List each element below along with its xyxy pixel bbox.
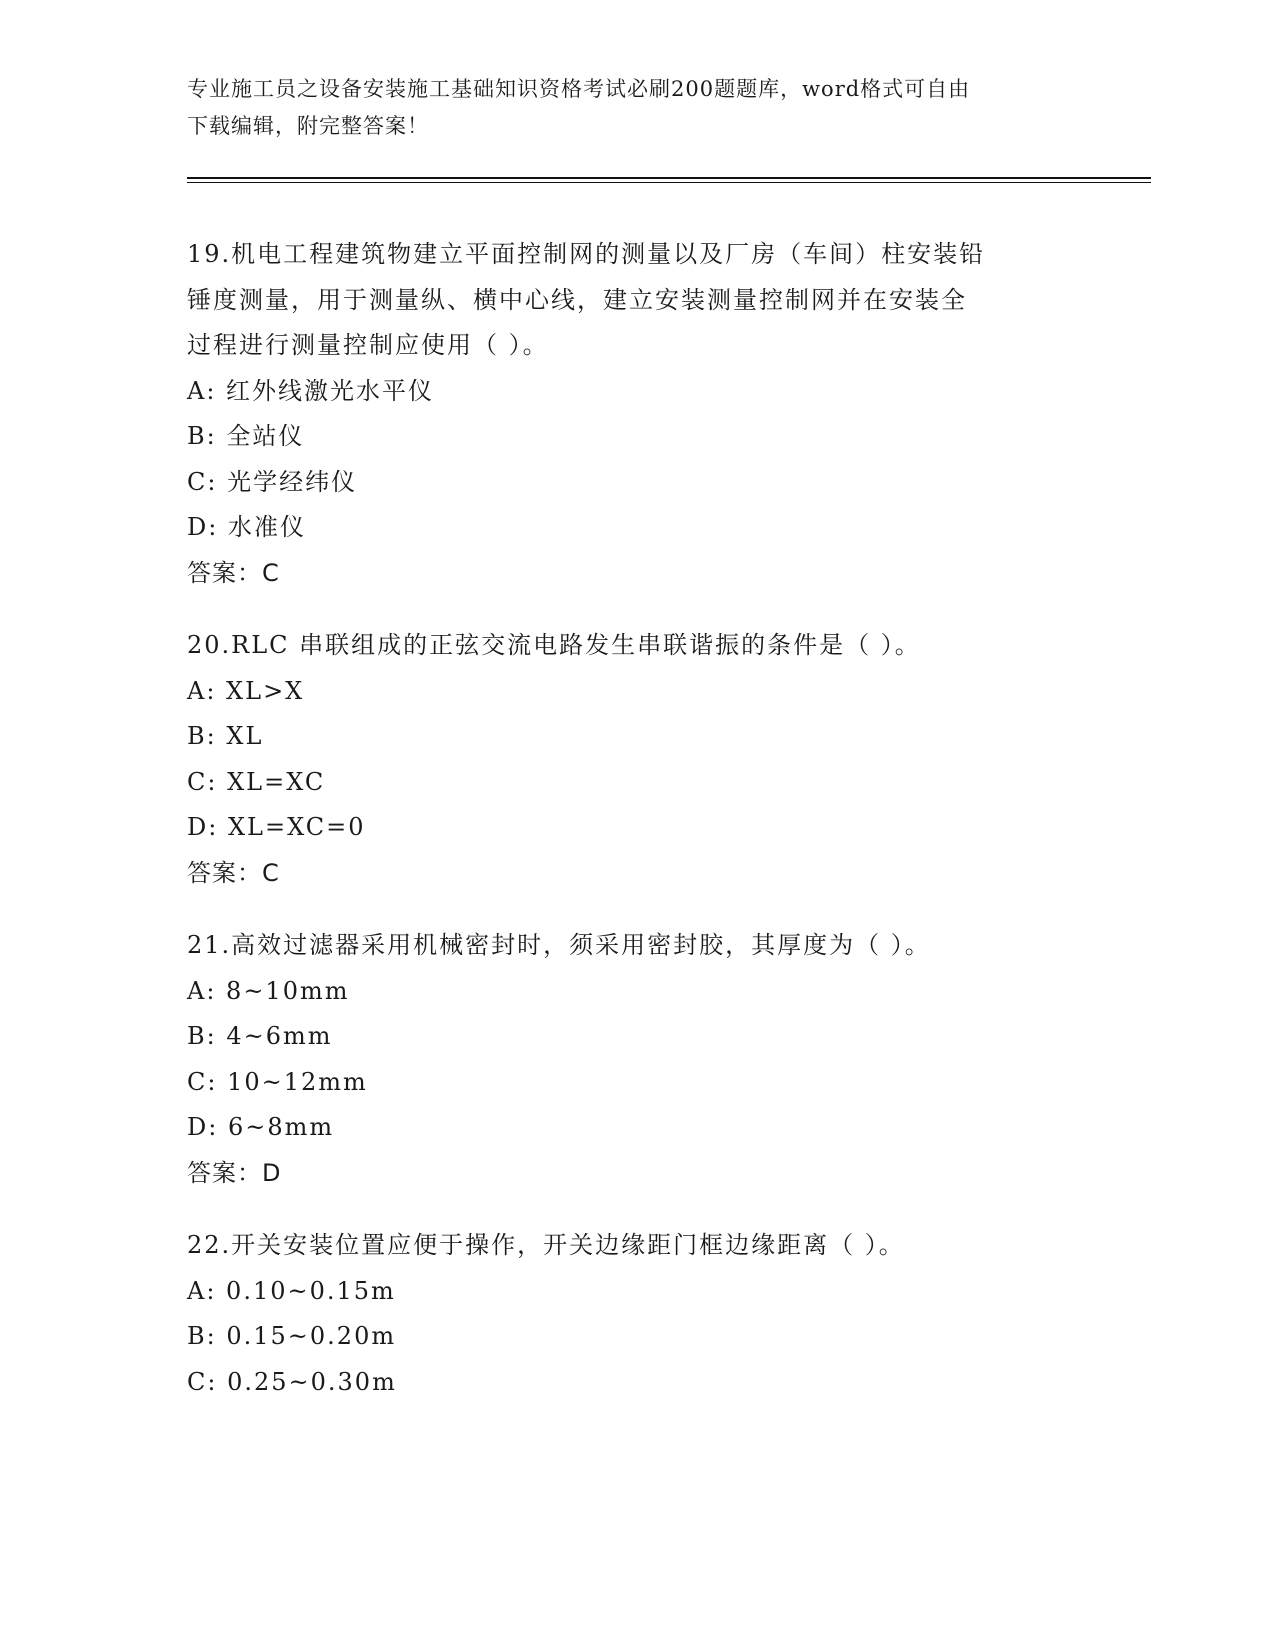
option-d: D: XL=XC=0 <box>187 813 366 841</box>
option-d: D: 6~8mm <box>187 1113 335 1141</box>
question-20 <box>187 623 1087 896</box>
question-text-line: 22.开关安装位置应便于操作，开关边缘距门框边缘距离（ ）。 <box>187 1231 905 1259</box>
header-line-2: 下载编辑，附完整答案！ <box>187 114 429 138</box>
answer-line: 答案：C <box>187 858 280 887</box>
answer-line: 答案：C <box>187 558 280 587</box>
option-a: A: 红外线激光水平仪 <box>187 376 435 405</box>
option-a: A: XL>X <box>187 676 305 705</box>
question-22 <box>187 1223 1087 1405</box>
option-a: A: 0.10~0.15m <box>187 1276 396 1305</box>
question-list <box>187 232 1087 1432</box>
option-b: B: XL <box>187 722 264 750</box>
option-c: C: 10~12mm <box>187 1067 368 1096</box>
question-text-line: 20.RLC 串联组成的正弦交流电路发生串联谐振的条件是（ ）。 <box>187 631 921 659</box>
document-header <box>187 71 1087 145</box>
question-text-line: 锤度测量，用于测量纵、横中心线，建立安装测量控制网并在安装全 <box>187 285 967 314</box>
header-divider-thick <box>187 177 1151 179</box>
option-a: A: 8~10mm <box>187 976 350 1005</box>
question-text-line: 过程进行测量控制应使用（ ）。 <box>187 331 549 359</box>
question-21 <box>187 923 1087 1196</box>
option-c: C: 光学经纬仪 <box>187 467 358 496</box>
option-c: C: 0.25~0.30m <box>187 1367 397 1396</box>
header-divider-thin <box>187 182 1151 183</box>
header-line-1: 专业施工员之设备安装施工基础知识资格考试必刷200题题库，word格式可自由 <box>187 77 971 101</box>
option-b: B: 4~6mm <box>187 1022 333 1050</box>
option-c: C: XL=XC <box>187 767 326 796</box>
question-text-line: 19.机电工程建筑物建立平面控制网的测量以及厂房（车间）柱安装铅 <box>187 240 986 268</box>
question-text-line: 21.高效过滤器采用机械密封时，须采用密封胶，其厚度为（ ）。 <box>187 931 931 959</box>
question-19 <box>187 232 1087 596</box>
option-d: D: 水准仪 <box>187 513 306 541</box>
answer-line: 答案：D <box>187 1158 282 1187</box>
option-b: B: 全站仪 <box>187 422 305 450</box>
option-b: B: 0.15~0.20m <box>187 1322 397 1350</box>
